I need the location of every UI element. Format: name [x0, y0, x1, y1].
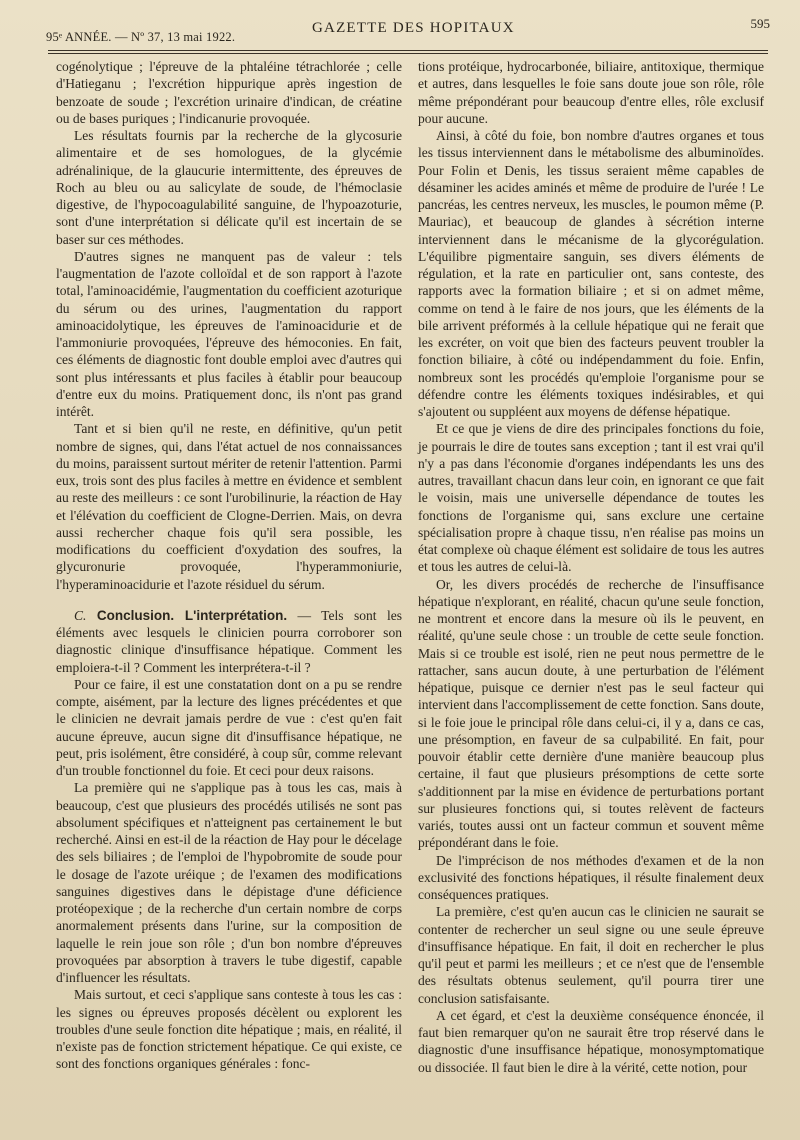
paragraph: De l'imprécison de nos méthodes d'examen et de la non exclusivité des fonctions hépatiques, il résulte finalement deux conséquences pratiques. [418, 852, 764, 902]
section-heading: Conclusion. L'interprétation. [96, 607, 288, 623]
section-paragraph [56, 607, 402, 676]
issue-line: 95ᵉ ANNÉE. — Nº 37, 13 mai 1922. [46, 30, 236, 44]
section-letter: C. [74, 607, 87, 623]
paragraph: Et ce que je viens de dire des principales fonctions du foie, je pourrais le dire de toutes sans exception ; tant il est vrai qu'il n'y a pas dans l'économie d'organes indépendants les uns des autres, travaillant chacun dans leur coin, en ignorant ce que fait le voisin, mais une universelle dépendance de toutes les fonctions de l'organisme qui, sans exclure une certaine spécialisation propre à chaque tissu, n'en réalise pas moins un état complexe où chaque élément est solidaire de tous les autres et tous les autres de celui-là. [418, 421, 764, 575]
journal-title: GAZETTE DES HOPITAUX [312, 20, 515, 36]
left-column [56, 58, 402, 1073]
header-rule-bottom [48, 53, 768, 54]
paragraph: La première, c'est qu'en aucun cas le clinicien ne saurait se contenter de rechercher un seul signe ou une seule épreuve d'insuffisance hépatique. En fait, il doit en rechercher le plus qu'il peut et parmi les meilleurs ; et ce n'est que de l'ensemble des résultats obtenus seulement, qu'il pourra tirer une conclusion satisfaisante. [418, 904, 764, 1006]
paragraph: Les résultats fournis par la recherche de la glycosurie alimentaire et de ses homologues, de la glycémie adrénalinique, de la glaucurie intermittente, des épreuves de Roch au bleu ou au salicylate de soude, de l'hémoclasie digestive, de l'hypocoagulabilité sanguine, de l'hypoazoturie, sont d'une interprétation si délicate qu'il est incertain de se baser sur ces méthodes. [56, 128, 402, 247]
paragraph: tions protéique, hydrocarbonée, biliaire, antitoxique, thermique et autres, dans lesquelles le foie sans doute joue son rôle, rôle même prépondérant pour beaucoup d'entre elles, rôle exclusif pour aucune. [418, 59, 764, 126]
paragraph: D'autres signes ne manquent pas de valeur : tels l'augmentation de l'azote colloïdal et de son rapport à l'azote total, l'aminoacidémie, l'augmentation du coefficient azoturique du sérum ou des urines, l'augmentation du rapport aminoacidolytique, les épreuves de l'aminoacidurie et de l'ammoniurie provoquées, l'épreuve des hémoconies. En fait, ces éléments de diagnostic font double emploi avec d'autres qui sont plus intéressants et plus faciles à établir pour beaucoup d'entre eux du moins. Pratiquement donc, ils n'ont pas grand intérêt. [56, 248, 402, 419]
paragraph: Mais surtout, et ceci s'applique sans conteste à tous les cas : les signes ou épreuves proposés décèlent ou explorent les troubles d'une seule fonction dite hépatique ; mais, en réalité, il n'existe pas de fonction strictement hépatique. Ce qui existe, ce sont des fonctions organiques générales : fonc- [56, 987, 402, 1072]
paragraph: Tant et si bien qu'il ne reste, en définitive, qu'un petit nombre de signes, qui, dans l'état actuel de nos connaissances du moins, paraissent surtout mériter de retenir l'attention. Parmi eux, trois sont des plus faciles à mettre en évidence et semblent au reste des meilleurs : ce sont l'urobilinurie, la réaction de Hay et l'élévation du coefficient de Clogne-Derrien. Mais, on devra aussi rechercher chaque fois qu'il sera possible, les modifications du coefficient d'oxydation des soufres, la glycuronurie provoquée, l'hyperammoniurie, l'hyperaminoacidurie et l'azote résiduel du sérum. [56, 421, 402, 592]
section-text: — Tels sont les éléments avec lesquels le clinicien pourra corroborer son diagnostic clinique d'insuffisance hépatique. Comment les emploiera-t-il ? Comment les interprétera-t-il ? [56, 607, 402, 675]
paragraph: La première qui ne s'applique pas à tous les cas, mais à beaucoup, c'est que plusieurs des procédés utilisés ne sont pas absolument spécifiques et n'atteignent pas certainement le but recherché. Ainsi en est-il de la réaction de Hay pour le décelage des sels biliaires ; de l'emploi de l'hypobromite de soude pour le dosage de l'azote uréique ; de l'examen des modifications sanguines digestives dans le dépistage d'une déficience protéopexique ; de la recherche d'un certain nombre de corps anormalement présents dans l'urine, sur la composition de laquelle le rein joue son rôle ; d'un bon nombre d'épreuves provoquées par absorption à travers le tube digestif, capable d'influencer les résultats. [56, 780, 402, 985]
paragraph: Or, les divers procédés de recherche de l'insuffisance hépatique n'explorant, en réalité, chacun qu'une seule fonction, ne montrent et encore dans la mesure où ils le peuvent, en réalité, qu'une seule chose : un trouble de cette seule fonction. Mais si ce trouble est isolé, rien ne peut nous permettre de le rattacher, sans aucun doute, à une perturbation de l'élément hépatique, puisque ce dernier n'est pas le seul facteur qui intervient dans l'accomplissement de cette fonction. Sans doute, si le foie joue le principal rôle dans celui-ci, il y a, dans ce cas, une présomption, en faveur de sa culpabilité. En fait, pour pouvoir établir cette dernière d'une manière beaucoup plus certaine, il faut que plusieurs présomptions de cette sorte s'additionnent par la mise en évidence de perturbations portant sur plusieures fonctions qui, si toutes relèvent de facteurs variés, toutes aussi ont un facteur commun et souvent même prépondérant dans le foie. [418, 576, 764, 851]
paragraph: Pour ce faire, il est une constatation dont on a pu se rendre compte, aisément, par la lecture des lignes précédentes et que le clinicien ne devrait jamais perdre de vue : c'est qu'en fait aucune épreuve, aucun signe dit d'insuffisance hépatique, ne peut, pris isolément, être considéré, à coup sûr, comme relevant d'un trouble fonctionnel du foie. Et ceci pour deux raisons. [56, 676, 402, 778]
right-column [418, 58, 764, 1076]
paragraph: Ainsi, à côté du foie, bon nombre d'autres organes et tous les tissus interviennent dans le métabolisme des albuminoïdes. Pour Folin et Denis, les tissus seraient même capables de désaminer les acides aminés et même de produire de l'urée ! Le pancréas, les centres nerveux, les muscles, le poumon même (P. Mauriac), et beaucoup de glandes à sécrétion interne interviennent dans le mécanisme de la glycorégulation. L'équilibre pigmentaire sanguin, ses divers éléments de régulation, et la rate en particulier ont, sans conteste, des rapports avec la formation biliaire ; et si on admet même, comme on tend à le faire de nos jours, que les éléments de la bile arrivent préformés à la cellule hépatique qui ne ferait que les excréter, on voit que bien des facteurs peuvent troubler la fonction biliaire, à côté ou indépendamment du foie. Enfin, nombreux sont les procédés qu'emploie l'organisme pour se défendre contre les éléments toxiques indésirables, et qui s'ajoutent ou suppléent aux moyens de défense hépatique. [418, 128, 764, 419]
page-number: 595 [750, 16, 770, 31]
page-header [46, 16, 770, 46]
paragraph: A cet égard, et c'est la deuxième conséquence énoncée, il faut bien remarquer qu'on ne saurait être trop réservé dans le diagnostic d'une insuffisance hépatique, monosymptomatique ou dissociée. Il faut bien le dire à la vérité, cette notion, pour [418, 1007, 764, 1075]
paragraph: cogénolytique ; l'épreuve de la phtaléine tétrachlorée ; celle d'Hatieganu ; l'excrétion hippurique après ingestion de benzoate de soude ; l'excrétion urinaire d'indican, de créatine ou de bases puriques ; l'indicanurie provoquée. [56, 59, 402, 126]
header-rule-top [48, 50, 768, 51]
